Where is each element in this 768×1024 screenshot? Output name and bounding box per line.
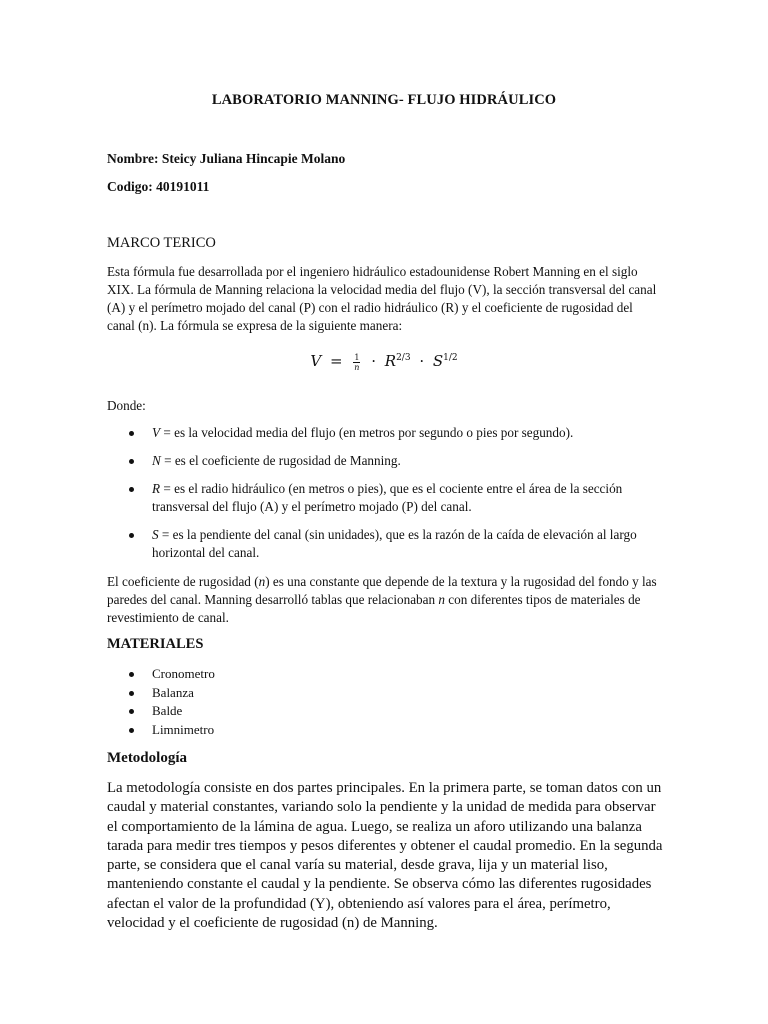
formula-s-base: S	[432, 352, 444, 370]
formula-fraction-numerator: 1	[354, 352, 360, 362]
coef-symbol: n	[438, 592, 445, 607]
variable-description: = es el coeficiente de rugosidad de Manning.	[160, 453, 401, 468]
methodology-paragraph: La metodología consiste en dos partes principales. En la primera parte, se toman datos con un caudal y material constantes, variando solo la pendiente y la unidad de medida para observar el comportamiento de la lámina de agua. Luego, se realiza un aforo utilizando una balanza tarada para medir tres tiempos y pesos diferentes y obtener el caudal promedio. En la segunda parte, se considera que el canal varía su material, desde grava, lija y un material liso, manteniendo constante el caudal y la pendiente. Se observa cómo las diferentes rugosidades afectan el valor de la profundidad (Y), obteniendo así valores para el área, perímetro, velocidad y el coeficiente de rugosidad (n) de Manning.	[107, 780, 663, 932]
donde-label: Donde:	[107, 398, 146, 413]
formula-dot: ·	[419, 352, 425, 370]
variable-symbol: R	[152, 481, 161, 496]
variable-description: = es el radio hidráulico (en metros o pies), que es el cociente entre el área de la sección transversal del flujo (A) y el perímetro mojado (P) del canal.	[152, 481, 623, 514]
coef-text: ) es una constante que depende de la textura y la rugosidad del fondo y las paredes del canal. Manning desarrolló tablas que relacionaban	[107, 574, 657, 607]
formula-r-exponent: 2/3	[396, 353, 411, 363]
variable-list	[107, 424, 667, 572]
list-item: Balde	[107, 702, 215, 721]
coef-text: con diferentes tipos de materiales de revestimiento de canal.	[107, 592, 641, 625]
formula-s-exponent: 1/2	[443, 353, 458, 363]
formula-equals: =	[329, 352, 343, 370]
student-name: Nombre: Steicy Juliana Hincapie Molano	[107, 151, 346, 166]
variable-description: = es la pendiente del canal (sin unidades), que es la razón de la caída de elevación al largo horizontal del canal.	[152, 527, 637, 560]
section-heading-metodologia: Metodología	[107, 750, 187, 766]
formula-lhs: V	[310, 352, 322, 370]
coefficient-paragraph	[107, 573, 662, 627]
section-heading-materiales: MATERIALES	[107, 636, 204, 652]
variable-symbol: N	[152, 453, 161, 468]
coef-text: El coeficiente de rugosidad (	[107, 574, 259, 589]
student-code: Codigo: 40191011	[107, 179, 210, 194]
list-item: Cronometro	[107, 665, 215, 684]
variable-description: = es la velocidad media del flujo (en metros por segundo o pies por segundo).	[160, 425, 574, 440]
manning-formula	[0, 352, 768, 372]
section-heading-marco-teorico: MARCO TERICO	[107, 235, 216, 251]
formula-fraction	[353, 353, 360, 372]
list-item	[107, 526, 667, 562]
list-item: Limnimetro	[107, 721, 215, 740]
list-item: Balanza	[107, 684, 215, 703]
formula-dot: ·	[371, 352, 376, 370]
variable-symbol: S	[152, 527, 159, 542]
formula-fraction-denominator: n	[354, 362, 360, 372]
materials-list	[107, 665, 215, 740]
intro-paragraph: Esta fórmula fue desarrollada por el ingeniero hidráulico estadounidense Robert Manning en el siglo XIX. La fórmula de Manning relaciona la velocidad media del flujo (V), la sección transversal del canal (A) y el perímetro mojado del canal (P) con el radio hidráulico (R) y el coeficiente de rugosidad del canal (n). La fórmula se expresa de la siguiente manera:	[107, 264, 657, 333]
variable-symbol: V	[152, 425, 161, 440]
list-item	[107, 452, 667, 470]
list-item	[107, 424, 667, 442]
coef-symbol: n	[258, 574, 266, 589]
list-item	[107, 480, 667, 516]
document-title: LABORATORIO MANNING- FLUJO HIDRÁULICO	[211, 92, 557, 108]
formula-r-base: R	[384, 352, 397, 370]
